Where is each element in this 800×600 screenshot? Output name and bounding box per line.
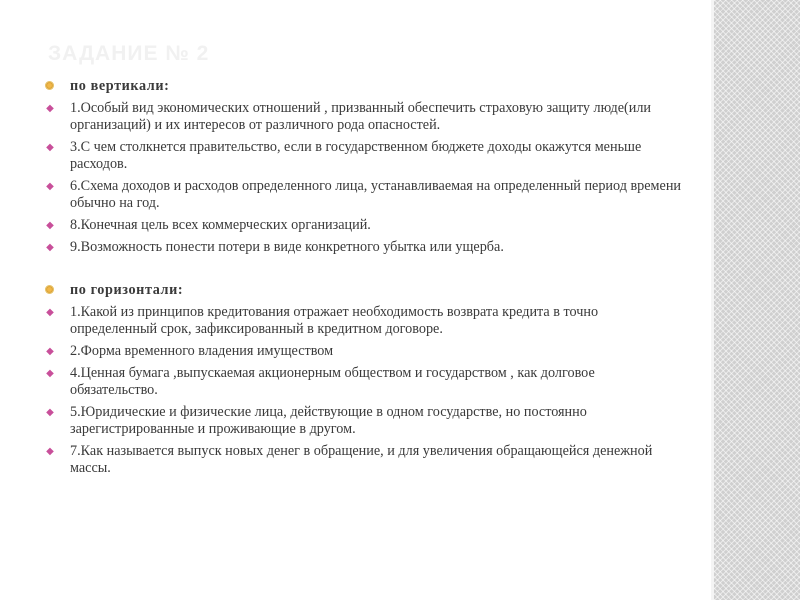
list-item (44, 343, 684, 360)
heading-text: по вертикали: (70, 78, 170, 94)
diamond-bullet-icon: ◆ (46, 242, 54, 253)
diamond-bullet-icon: ◆ (46, 346, 54, 357)
section-heading-horizontal (44, 282, 684, 299)
diamond-bullet-icon: ◆ (46, 446, 54, 457)
section-heading-vertical (44, 78, 684, 95)
list-item-text: 3.С чем столкнется правительство, если в государственном бюджете доходы окажутся меньше расходов. (70, 139, 642, 172)
list-item (44, 239, 684, 256)
list-item (44, 139, 684, 173)
list-item-text: 5.Юридические и физические лица, действующие в одном государстве, но постоянно зарегистрированные и проживающие в другом. (70, 404, 587, 437)
list-item-text: 1.Какой из принципов кредитования отражает необходимость возврата кредита в точно определенный срок, зафиксированный в кредитном договоре. (70, 304, 599, 337)
slide-content (44, 78, 684, 477)
list-item (44, 100, 684, 134)
list-item (44, 178, 684, 212)
diamond-bullet-icon: ◆ (46, 307, 54, 318)
slide-title: ЗАДАНИЕ № 2 (48, 42, 210, 65)
list-item (44, 404, 684, 438)
diamond-bullet-icon: ◆ (46, 142, 54, 153)
list-item-text: 4.Ценная бумага ,выпускаемая акционерным обществом и государством , как долговое обязательство. (70, 365, 595, 398)
diamond-bullet-icon: ◆ (46, 103, 54, 114)
list-item (44, 365, 684, 399)
list-item (44, 443, 684, 477)
list-item-text: 6.Схема доходов и расходов определенного лица, устанавливаемая на определенный период времени обычно на год. (70, 178, 682, 211)
diamond-bullet-icon: ◆ (46, 368, 54, 379)
heading-text: по горизонтали: (70, 282, 184, 298)
diamond-bullet-icon: ◆ (46, 181, 54, 192)
round-bullet-icon (45, 81, 54, 90)
diamond-bullet-icon: ◆ (46, 220, 54, 231)
list-item-text: 1.Особый вид экономических отношений , призванный обеспечить страховую защиту люде(или организаций) и их интересов от различного рода опасностей. (70, 100, 652, 133)
list-item-text: 9.Возможность понести потери в виде конкретного убытка или ущерба. (70, 239, 504, 255)
list-item-text: 8.Конечная цель всех коммерческих организаций. (70, 217, 371, 233)
decorative-side-panel (714, 0, 800, 600)
list-item-text: 2.Форма временного владения имуществом (70, 343, 334, 359)
list-item (44, 217, 684, 234)
diamond-bullet-icon: ◆ (46, 407, 54, 418)
list-item-text: 7.Как называется выпуск новых денег в обращение, и для увеличения обращающейся денежной массы. (70, 443, 653, 476)
round-bullet-icon (45, 285, 54, 294)
list-item (44, 304, 684, 338)
